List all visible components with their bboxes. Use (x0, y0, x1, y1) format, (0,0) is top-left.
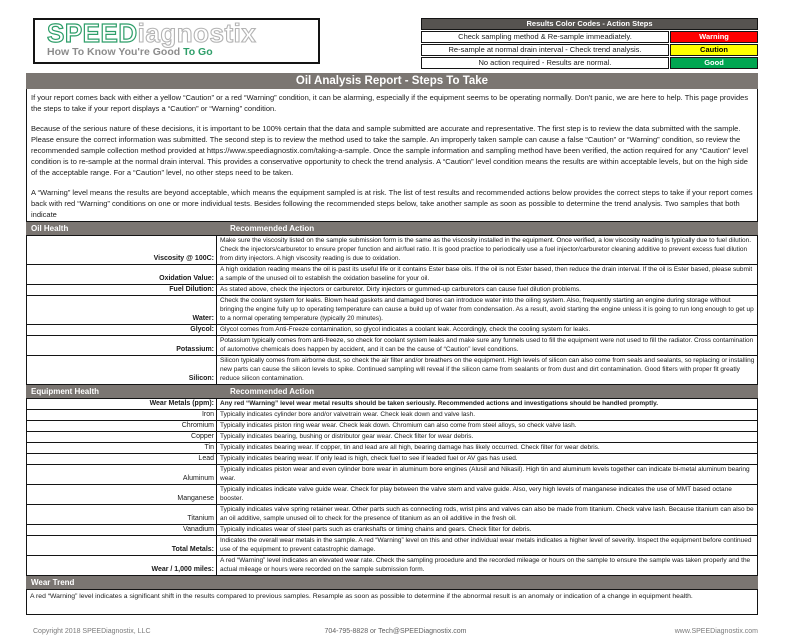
row-label: Manganese (27, 485, 217, 505)
row-label: Silicon: (27, 356, 217, 385)
row-label: Tin (27, 443, 217, 454)
equipment-health-table (26, 398, 758, 576)
row-text: Typically indicates cylinder bore and/or valvetrain wear. Check leak down and valve lash. (217, 410, 758, 421)
table-row (27, 336, 758, 356)
row-label: Total Metals: (27, 536, 217, 556)
row-text: Typically indicates valve spring retainer wear. Other parts such as connecting rods, wrist pins and valves can also be made from titanium. Check valve lash. Because titanium can also be an oil additive, sample unused oil to check for the presence of titanium as an oil additive in the fresh oil. (217, 505, 758, 525)
logo-wordmark (47, 18, 318, 48)
intro-paragraph-2: Because of the serious nature of these decisions, it is important to be 100% certain that the data and sample submitted are accurate and representative. The first step is to review the data submitted with the sample. Please ensure the correct information was submitted. The second step is to review the method used to take the sample. An improperly taken sample can cause a false “Caution” or “Warning” condition, so review the recommended sample collection method provided at https://www.speediagnostix.com/taking-a-sample. Once the sample information and sampling method have been verified, the action required for any “Caution” level condition is to re-sample at the normal drain interval. This provides a conservative opportunity to check the trend analysis. A “Caution” level condition means the results are within acceptable levels, but on the high side of the acceptable range. For a “Caution” level, no other steps need to be taken. (31, 124, 749, 177)
row-text: As stated above, check the injectors or carburetor. Dirty injectors or gummed-up carburetors can cause fuel dilution problems. (217, 285, 758, 296)
row-label: Iron (27, 410, 217, 421)
footer-website: www.SPEEDiagnostix.com (674, 628, 759, 635)
wear-trend-title: Wear Trend (31, 578, 75, 587)
footer-copyright: Copyright 2018 SPEEDiagnostix, LLC (33, 628, 151, 635)
row-text: Typically indicates indicate valve guide wear. Check for play between the valve stem and valve guide. Also, very high levels of manganese indicates the use of MMT based octane booster. (217, 485, 758, 505)
table-row (27, 399, 758, 410)
row-label: Oxidation Value: (27, 265, 217, 285)
oil-health-header (26, 222, 758, 235)
warning-action-text: Check sampling method & Re-sample immeadiately. (421, 31, 669, 43)
row-label: Wear Metals (ppm): (27, 399, 217, 410)
table-row (27, 410, 758, 421)
row-text: Indicates the overall wear metals in the sample. A red “Warning” level on this and other individual wear metals indicates a higher level of severity. Inspect the equipment before continued use of the equipment to prevent catastrophic damage. (217, 536, 758, 556)
logo-tagline (47, 46, 318, 59)
color-code-row-warning (421, 31, 758, 43)
table-row (27, 356, 758, 385)
table-row (27, 325, 758, 336)
table-row (27, 536, 758, 556)
table-row (27, 454, 758, 465)
row-text: Typically indicates piston wear and even cylinder bore wear in aluminum bore engines (Alusil and Nikasil). High tin and aluminum levels together can indicate bi-metal aluminum bearing wear. (217, 465, 758, 485)
table-row (27, 296, 758, 325)
table-row (27, 525, 758, 536)
page-title: Oil Analysis Report - Steps To Take (26, 73, 758, 89)
table-row (27, 265, 758, 285)
table-row (27, 285, 758, 296)
oil-health-table (26, 235, 758, 385)
table-row (27, 505, 758, 525)
caution-action-text: Re-sample at normal drain interval - Check trend analysis. (421, 44, 669, 56)
logo-iagnostix-text: iagnostix (137, 18, 257, 48)
row-label: Vanadium (27, 525, 217, 536)
good-action-text: No action required - Results are normal. (421, 57, 669, 69)
intro-paragraph-3: A “Warning” level means the results are beyond acceptable, which means the equipment sampled is at risk. The list of test results and recommended actions below provides the correct steps to take if your report comes back with red “Warning” conditions on one or more individual tests. Besides following the recommended steps below, take another sample as soon as possible to determine the trend analysis. Two samples that both indicate (31, 188, 753, 219)
intro-section (26, 89, 758, 222)
logo-speed-text: SPEED (47, 18, 138, 48)
row-text: Any red “Warning” level wear metal results should be taken seriously. Recommended actions and investigations should be handled promptly. (217, 399, 758, 410)
oil-health-action-header: Recommended Action (230, 224, 315, 233)
tagline-gray-text: How To Know You're Good (47, 46, 184, 58)
row-label: Chromium (27, 421, 217, 432)
row-text: Typically indicates bearing, bushing or distributor gear wear. Check filter for wear debris. (217, 432, 758, 443)
equipment-health-title: Equipment Health (31, 387, 100, 396)
color-codes-title: Results Color Codes - Action Steps (421, 18, 758, 30)
table-row (27, 421, 758, 432)
caution-badge: Caution (670, 44, 758, 56)
row-label: Fuel Dilution: (27, 285, 217, 296)
color-code-row-caution (421, 44, 758, 56)
page-footer (26, 628, 758, 635)
row-label: Lead (27, 454, 217, 465)
row-label: Aluminum (27, 465, 217, 485)
row-label: Glycol: (27, 325, 217, 336)
color-code-row-good (421, 57, 758, 69)
table-row (27, 236, 758, 265)
warning-badge: Warning (670, 31, 758, 43)
row-text: A high oxidation reading means the oil is past its useful life or it contains Ester base oils. If the oil is not Ester based, then reduce the drain interval. If the oil is Ester based, please submit a sample of the unused oil to establish the oxidation baseline for your oil. (217, 265, 758, 285)
wear-trend-header (26, 576, 758, 589)
row-text: Check the coolant system for leaks. Blown head gaskets and damaged bores can introduce water into the oiling system. Also, frequently starting an engine during storage without bringing the engine fully up to operating temperature can cause a build up of water from condensation. As a result, avoid starting the engine unless it is going to run long enough to get up to a normal operating temperature (typically 20 minutes). (217, 296, 758, 325)
table-row (27, 556, 758, 576)
table-row (27, 432, 758, 443)
row-text: Typically indicates wear of steel parts such as crankshafts or timing chains and gears. Check filter for debris. (217, 525, 758, 536)
oil-health-title: Oil Health (31, 224, 69, 233)
results-color-codes-table (421, 18, 758, 70)
table-row (27, 485, 758, 505)
tagline-green-text: To Go (183, 46, 213, 58)
intro-paragraph-1: If your report comes back with either a yellow “Caution” or a red “Warning” condition, it can be alarming, especially if the equipment seems to be operating normally. Don't panic, we are here to help. This page provides the steps to take if your report displays a “Caution” or “Warning” condition. (31, 93, 749, 113)
row-label: Viscosity @ 100C: (27, 236, 217, 265)
row-label: Potassium: (27, 336, 217, 356)
row-text: Typically indicates bearing wear. If copper, tin and lead are all high, bearing damage has likely occurred. Check filter for wear debris. (217, 443, 758, 454)
wear-trend-text: A red “Warning” level indicates a significant shift in the results compared to previous samples. Resample as soon as possible to determine if the abnormal result is an anomaly or indication of a change in equipment health. (26, 589, 758, 615)
page-header (26, 18, 758, 70)
row-text: A red “Warning” level indicates an elevated wear rate. Check the sampling procedure and the recorded mileage or hours on the sample to ensure the sample was taken properly and the actual mileage or hours were recorded on the sample submission form. (217, 556, 758, 576)
table-row (27, 443, 758, 454)
row-label: Copper (27, 432, 217, 443)
row-text: Glycol comes from Anti-Freeze contamination, so glycol indicates a coolant leak. Accordingly, check the cooling system for leaks. (217, 325, 758, 336)
row-text: Make sure the viscosity listed on the sample submission form is the same as the viscosity installed in the equipment. Once verified, a low viscosity reading is typically due to fuel dilution. Check the injectors/carburetor to ensure proper function and air/fuel ratio. It is good practice to periodically use a fuel injector/carburetor cleaning additive to prevent excess fuel dilution from dirty injectors. A high viscosity reading is due to oxidation. (217, 236, 758, 265)
row-text: Typically indicates piston ring wear wear. Check leak down. Chromium can also come from steel alloys, so check valve lash. (217, 421, 758, 432)
equipment-health-action-header: Recommended Action (230, 387, 315, 396)
table-row (27, 465, 758, 485)
footer-contact: 704-795-8828 or Tech@SPEEDiagnostix.com (324, 628, 467, 635)
row-text: Potassium typically comes from anti-freeze, so check for coolant system leaks and make sure any funnels used to fill the equipment were not used to fill the radiator. Cross contamination of automotive chemicals does happen by accident, and it can be the cause of “Caution” level conditions. (217, 336, 758, 356)
equipment-health-header (26, 385, 758, 398)
row-label: Water: (27, 296, 217, 325)
row-label: Wear / 1,000 miles: (27, 556, 217, 576)
good-badge: Good (670, 57, 758, 69)
row-label: Titanium (27, 505, 217, 525)
row-text: Silicon typically comes from airborne dust, so check the air filter and/or breathers on the equipment. High levels of silicon can also come from seals and sealants, so replacing or installing new parts can cause the silicon levels to spike. Continued sampling will reveal if the silicon came from sealants or from dust and dirt contamination. Good filters with proper fit greatly reduce silicon contamination. (217, 356, 758, 385)
speediagnostix-logo (33, 18, 320, 64)
row-text: Typically indicates bearing wear. If only lead is high, check fuel to see if leaded fuel or AV gas has used. (217, 454, 758, 465)
